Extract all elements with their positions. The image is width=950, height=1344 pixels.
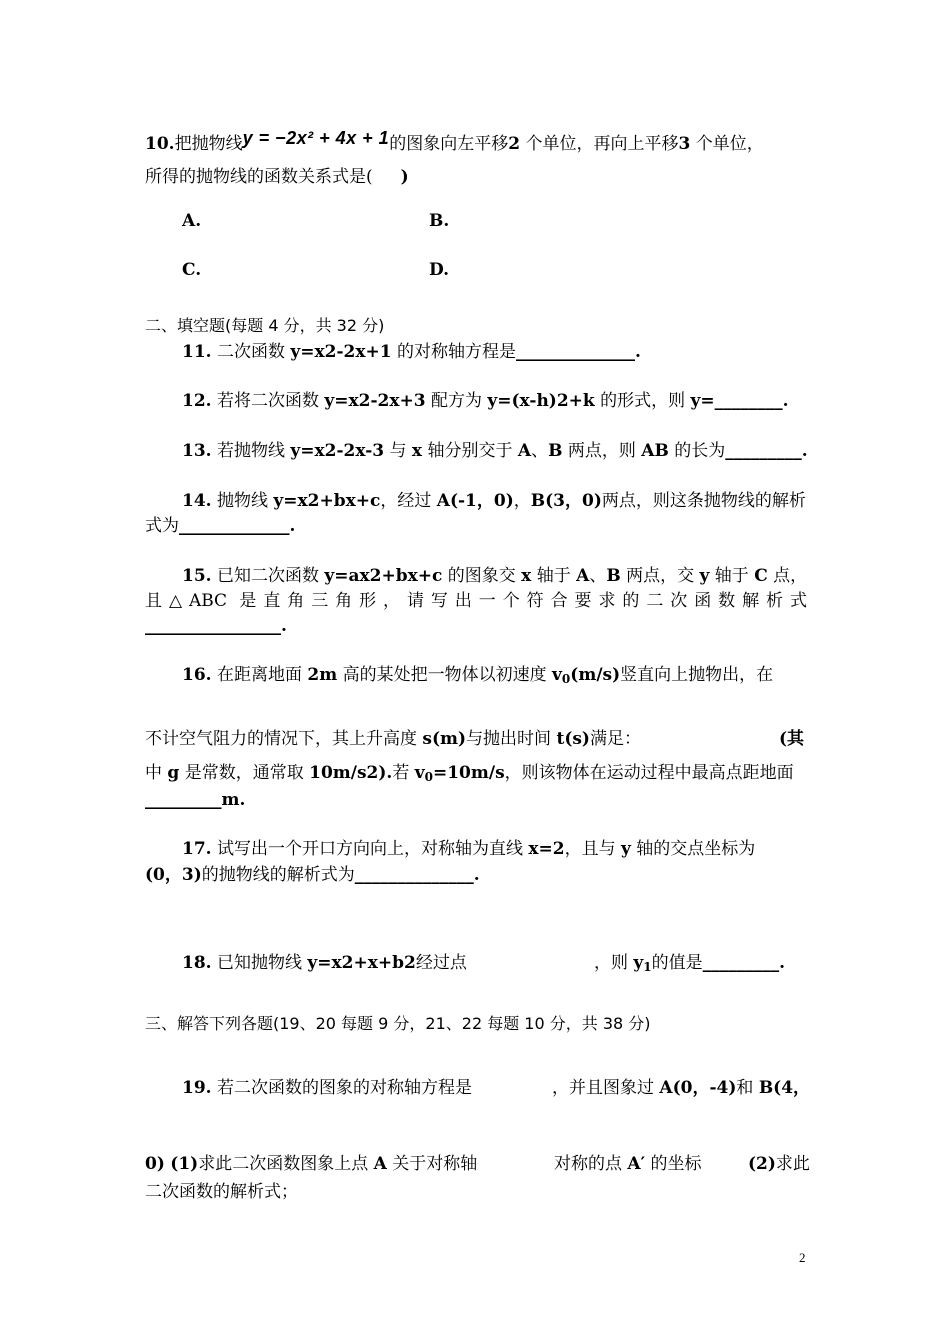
q10-number: 10. (145, 134, 175, 154)
q16-line4: _________m. (145, 790, 246, 810)
q14-line2: 式为_____________. (145, 516, 296, 536)
q17-line1: 17. 试写出一个开口方向向上，对称轴为直线 x=2，且与 y 轴的交点坐标为 (182, 839, 756, 859)
q19-line2-end: 对称的点 A′ 的坐标 (554, 1154, 702, 1174)
q13: 13. 若抛物线 y=x2-2x-3 与 x 轴分别交于 A、B 两点，则 AB 的长为_________. (182, 441, 808, 461)
q10-option-b: B. (429, 211, 450, 231)
page-number: 2 (799, 1250, 806, 1265)
q18: 18. 已知抛物线 y=x2+x+b2经过点 (182, 953, 467, 973)
q16-line2-end: (其 (779, 729, 805, 749)
q19-line3: 二次函数的解析式； (145, 1182, 298, 1202)
q15-line3: ________________. (145, 616, 287, 636)
q16-line3: 中 g 是常数，通常取 10m/s2).若 $v_0=10m/s$，则该物体在运动过程中最高点距地面 (145, 763, 794, 784)
q19-line2: 0) (1)求此二次函数图象上点 A 关于对称轴 (145, 1154, 478, 1174)
q19-line1: 19. 若二次函数的图象的对称轴方程是 (182, 1078, 472, 1098)
q19-line1-end: ，并且图象过 A(0，-4)和 B(4， (552, 1078, 811, 1098)
q16-line2: 不计空气阻力的情况下，其上升高度 s(m)与抛出时间 t(s)满足： (145, 729, 641, 749)
q10-line1: 10.把抛物线y = −2x² + 4x + 1的图象向左平移2 个单位，再向上平移3 个单位， (145, 128, 764, 154)
section3-heading: 三、解答下列各题(19、20 每题 9 分，21、22 每题 10 分，共 38 分) (145, 1014, 651, 1033)
q19-line2-tail: (2)求此 (748, 1154, 810, 1174)
q12: 12. 若将二次函数 y=x2-2x+3 配方为 y=(x-h)2+k 的形式，则 y=________. (182, 391, 789, 411)
q15-line2: 且△ABC 是直角三角形，请写出一个符合要求的二次函数解析式 (145, 591, 807, 611)
q10-formula: y = −2x² + 4x + 1 (242, 128, 390, 148)
q15-line1: 15. 已知二次函数 y=ax2+bx+c 的图象交 x 轴于 A、B 两点，交 y 轴于 C 点， (182, 566, 808, 586)
q10-option-c: C. (182, 260, 202, 280)
q16-line1: 16. 在距离地面 2m 高的某处把一物体以初速度 $v_0(m/s)$竖直向上抛物出，在 (182, 665, 774, 686)
q17-line2: (0，3)的抛物线的解析式为______________. (145, 865, 480, 885)
q10-option-d: D. (429, 260, 450, 280)
q14-line1: 14. 抛物线 y=x2+bx+c，经过 A(-1，0)，B(3，0)两点，则这条抛物线的解析 (182, 491, 806, 511)
q10-line2: 所得的抛物线的函数关系式是( ) (145, 167, 409, 187)
q10-option-a: A. (182, 211, 202, 231)
q18-end: ，则 $y_1$的值是_________. (594, 953, 786, 974)
section2-heading: 二、填空题(每题 4 分，共 32 分) (145, 316, 385, 335)
q11: 11. 二次函数 y=x2-2x+1 的对称轴方程是______________. (182, 342, 641, 362)
